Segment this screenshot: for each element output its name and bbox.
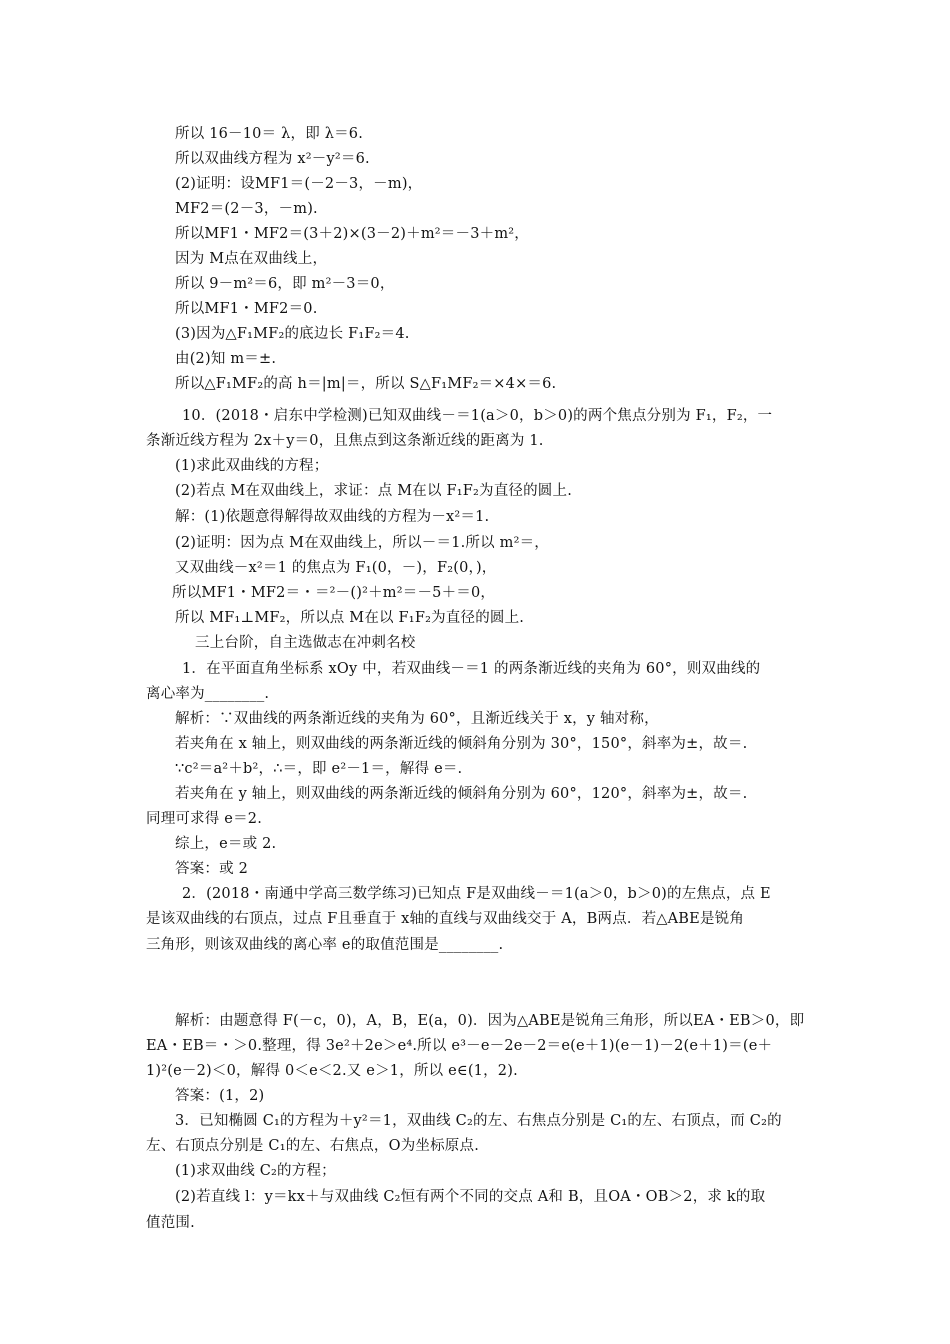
text-line: 1)²(e－2)＜0，解得 0＜e＜2.又 e＞1，所以 e∈(1，2). <box>146 1063 518 1079</box>
text-line: (1)求此双曲线的方程； <box>175 458 329 474</box>
problem-1-heading: 1．在平面直角坐标系 xOy 中，若双曲线－＝1 的两条渐近线的夹角为 60°，则双曲线的 <box>182 661 761 677</box>
text-line: 解析：∵双曲线的两条渐近线的夹角为 60°，且渐近线关于 x，y 轴对称， <box>175 711 659 727</box>
text-line: ∵c²＝a²＋b²，∴＝，即 e²－1＝，解得 e＝. <box>175 761 463 777</box>
text-line: 所以 MF₁⊥MF₂，所以点 M在以 F₁F₂为直径的圆上. <box>175 610 525 626</box>
problem-3-heading: 3．已知椭圆 C₁的方程为＋y²＝1，双曲线 C₂的左、右焦点分别是 C₁的左、右顶点，而 C₂的 <box>175 1113 782 1129</box>
text-line: 三角形，则该双曲线的离心率 e的取值范围是________. <box>146 937 504 953</box>
text-line: (2)证明：设MF1＝(－2－3，－m)， <box>175 176 423 192</box>
text-line: (2)证明：因为点 M在双曲线上，所以－＝1.所以 m²＝， <box>175 535 549 551</box>
answer-line: 答案：或 2 <box>175 861 249 877</box>
text-line: 解：(1)依题意得解得故双曲线的方程为－x²＝1. <box>175 509 490 525</box>
text-line: EA・EB＝・＞0.整理，得 3e²＋2e＞e⁴.所以 e³－e－2e－2＝e(e＋1)(e－1)－2(e＋1)＝(e＋ <box>146 1038 773 1054</box>
text-line: MF2＝(2－3，－m). <box>175 201 318 217</box>
text-line: 值范围. <box>146 1215 195 1231</box>
problem-2-heading: 2．(2018・南通中学高三数学练习)已知点 F是双曲线－＝1(a＞0，b＞0)的左焦点，点 E <box>182 886 771 902</box>
text-line: 所以 9－m²＝6，即 m²－3＝0， <box>175 276 395 292</box>
answer-line: 答案：(1，2) <box>175 1088 265 1104</box>
text-line: 所以 16－10＝ λ，即 λ＝6. <box>175 126 364 142</box>
text-line: 是该双曲线的右顶点，过点 F且垂直于 x轴的直线与双曲线交于 A，B两点．若△ABE是锐角 <box>146 911 745 927</box>
text-line: 若夹角在 y 轴上，则双曲线的两条渐近线的倾斜角分别为 60°，120°，斜率为±，故＝. <box>175 786 748 802</box>
text-line: 若夹角在 x 轴上，则双曲线的两条渐近线的倾斜角分别为 30°，150°，斜率为±，故＝. <box>175 736 748 752</box>
text-line: 同理可求得 e＝2. <box>146 811 263 827</box>
text-line: 条渐近线方程为 2x＋y＝0，且焦点到这条渐近线的距离为 1. <box>146 433 544 449</box>
text-line: 左、右顶点分别是 C₁的左、右焦点，O为坐标原点. <box>146 1138 480 1154</box>
text-line: 解析：由题意得 F(－c，0)，A，B，E(a，0)．因为△ABE是锐角三角形，所以EA・EB＞0，即 <box>175 1013 805 1029</box>
text-line: 所以△F₁MF₂的高 h＝|m|＝，所以 S△F₁MF₂＝×4×＝6. <box>175 376 557 392</box>
text-line: (2)若点 M在双曲线上，求证：点 M在以 F₁F₂为直径的圆上. <box>175 483 573 499</box>
text-line: 离心率为________. <box>146 686 270 702</box>
text-line: 综上，e＝或 2. <box>175 836 277 852</box>
text-line: (2)若直线 l：y＝kx＋与双曲线 C₂恒有两个不同的交点 A和 B，且OA・OB＞2，求 k的取 <box>175 1189 766 1205</box>
text-line: (1)求双曲线 C₂的方程； <box>175 1163 336 1179</box>
problem-10-heading: 10．(2018・启东中学检测)已知双曲线－＝1(a＞0，b＞0)的两个焦点分别为 F₁，F₂，一 <box>182 408 773 424</box>
text-line: 因为 M点在双曲线上， <box>175 251 328 267</box>
text-line: 所以MF1・MF2＝・＝²－()²＋m²＝－5＋＝0， <box>172 585 496 601</box>
text-line: (3)因为△F₁MF₂的底边长 F₁F₂＝4. <box>175 326 410 342</box>
text-line: 所以MF1・MF2＝0. <box>175 301 318 317</box>
section-heading: 三上台阶，自主选做志在冲刺名校 <box>195 635 416 651</box>
text-line: 所以MF1・MF2＝(3＋2)×(3－2)＋m²＝－3＋m²， <box>175 226 529 242</box>
text-line: 所以双曲线方程为 x²－y²＝6. <box>175 151 370 167</box>
text-line: 又双曲线－x²＝1 的焦点为 F₁(0，－)，F₂(0，)， <box>175 560 497 576</box>
text-line: 由(2)知 m＝±. <box>175 351 277 367</box>
